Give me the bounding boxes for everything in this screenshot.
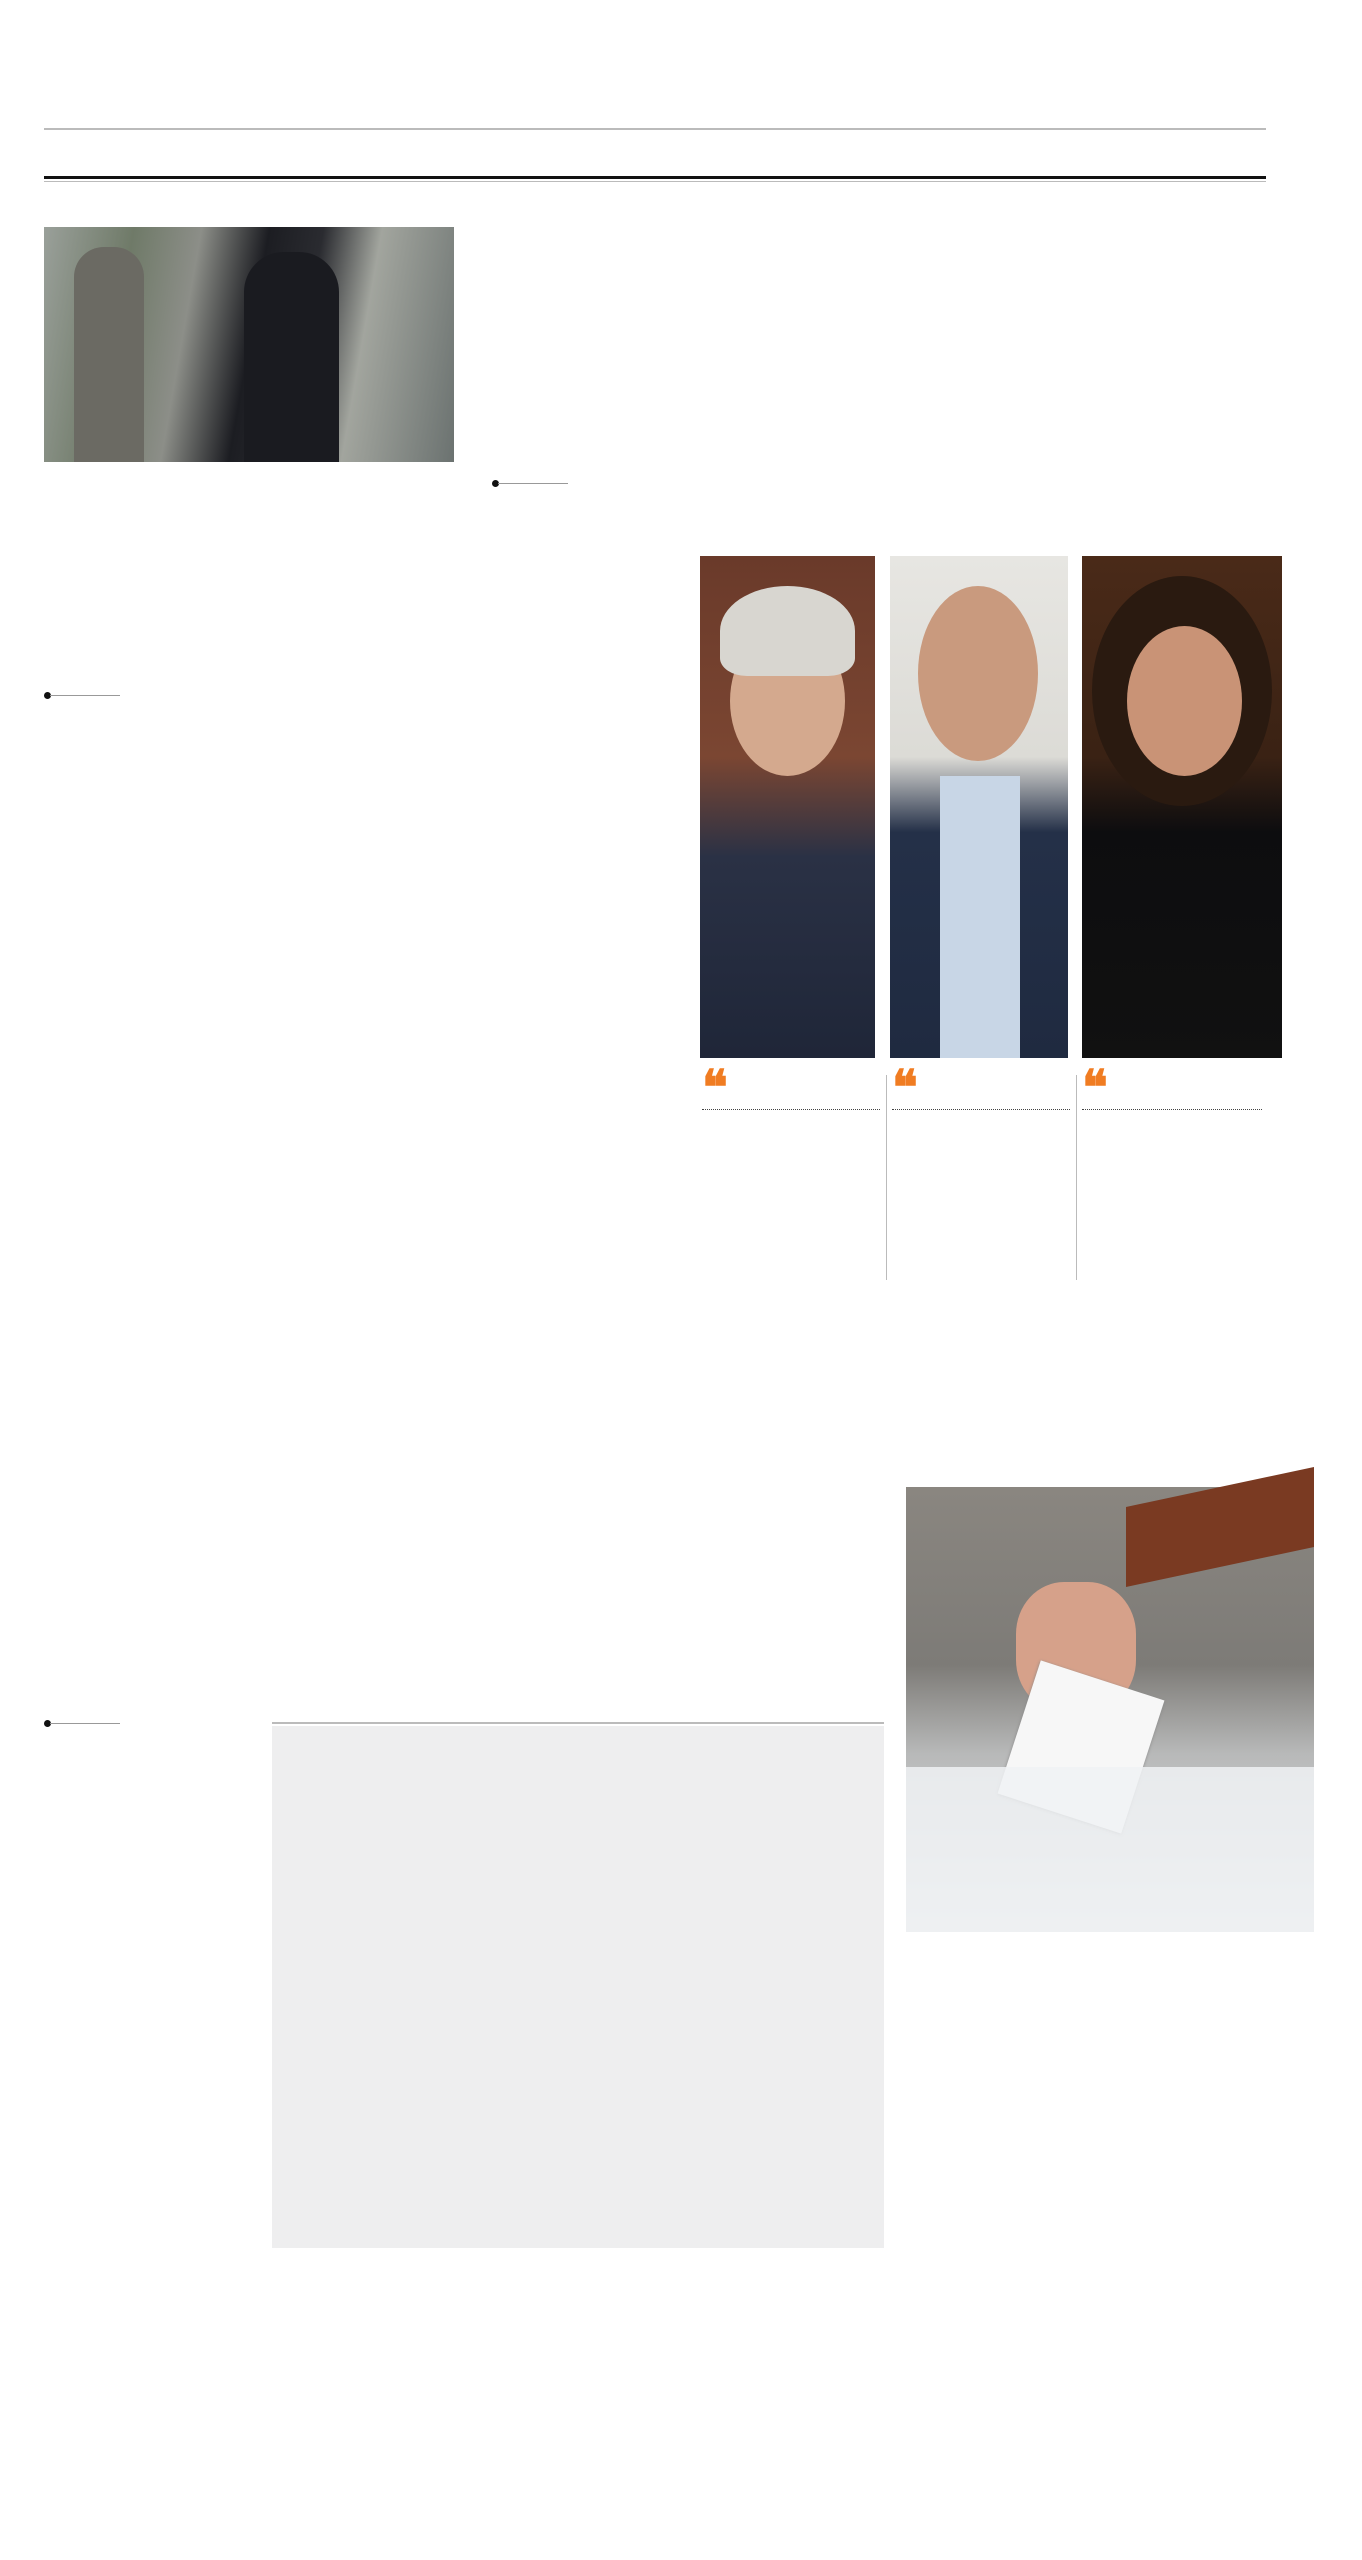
quote-separator [1076,1075,1077,1280]
quote-mark-icon: ❝ [892,1060,918,1116]
hair [720,586,855,676]
portrait-politzer [1082,556,1282,1058]
deck-divider [492,480,572,488]
header-rule-top [44,128,1266,130]
quote-politzer [1082,1060,1262,1116]
quote-castro [892,1060,1070,1116]
shirt [940,776,1020,1058]
face [1127,626,1242,776]
header-rule-bottom [44,176,1266,179]
officer-figure [74,247,144,462]
box-lid [906,1767,1314,1932]
boric-ceremony-photo [44,227,454,462]
quote-separator [886,1075,887,1280]
portrait-ebensperger [700,556,875,1058]
ballot-box-photo [906,1487,1314,1932]
arm [1126,1467,1314,1587]
portrait-castro [890,556,1068,1058]
president-figure [244,252,339,462]
infographic-top-rule [272,1722,884,1724]
quote-mark-icon: ❝ [1082,1060,1108,1116]
quote-mark-icon: ❝ [702,1060,728,1116]
quote-divider [702,1109,880,1110]
face [918,586,1038,761]
deck-divider [44,1720,124,1728]
header-rule-bottom-thin [44,181,1266,182]
quote-ebensperger [702,1060,880,1116]
quote-divider [892,1109,1070,1110]
deck-divider [44,692,124,700]
infographic [272,1726,884,2248]
quote-divider [1082,1109,1262,1110]
